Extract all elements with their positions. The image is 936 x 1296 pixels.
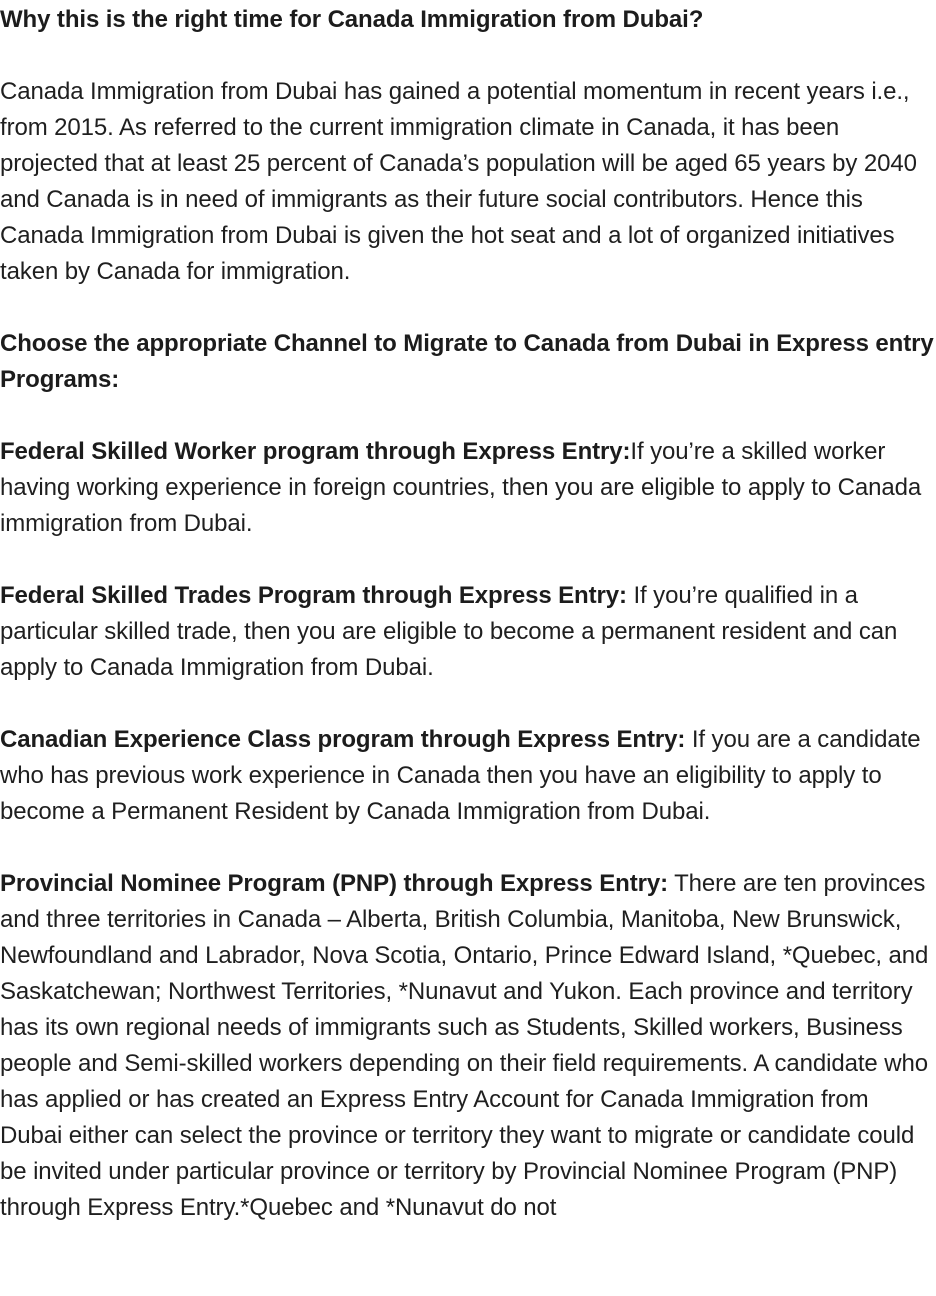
program-paragraph-fst (0, 578, 936, 686)
program-title: Provincial Nominee Program (PNP) through Express Entry: (0, 870, 668, 897)
program-paragraph-pnp (0, 866, 936, 1226)
program-description: If you are a candidate who has previous work experience in Canada then you have an eligibility to apply to become a Permanent Resident by Canada Immigration from Dubai. (0, 726, 921, 825)
program-title: Federal Skilled Trades Program through Express Entry: (0, 582, 627, 609)
program-paragraph-cec (0, 722, 936, 830)
program-title: Canadian Experience Class program through Express Entry: (0, 726, 686, 753)
intro-paragraph: Canada Immigration from Dubai has gained a potential momentum in recent years i.e., from 2015. As referred to the current immigration climate in Canada, it has been projected that at least 25 percent of Canada’s population will be aged 65 years by 2040 and Canada is in need of immigrants as their future social contributors. Hence this Canada Immigration from Dubai is given the hot seat and a lot of organized initiatives taken by Canada for immigration. (0, 78, 917, 285)
program-title: Federal Skilled Worker program through Express Entry: (0, 438, 631, 465)
program-description: There are ten provinces and three territories in Canada – Alberta, British Columbia, Manitoba, New Brunswick, Newfoundland and Labrador, Nova Scotia, Ontario, Prince Edward Island, *Quebec, and Saskatchewan; Northwest Territories, *Nunavut and Yukon. Each province and territory has its own regional needs of immigrants such as Students, Skilled workers, Business people and Semi-skilled workers depending on their field requirements. A candidate who has applied or has created an Express Entry Account for Canada Immigration from Dubai either can select the province or territory they want to migrate or candidate could be invited under particular province or territory by Provincial Nominee Program (PNP) through Express Entry.*Quebec and *Nunavut do not (0, 870, 929, 1221)
section-heading: Choose the appropriate Channel to Migrate to Canada from Dubai in Express entry Programs: (0, 330, 934, 393)
program-paragraph-fsw (0, 434, 936, 542)
program-description: If you’re a skilled worker having working experience in foreign countries, then you are eligible to apply to Canada immigration from Dubai. (0, 438, 922, 537)
section-heading: Why this is the right time for Canada Immigration from Dubai? (0, 6, 704, 33)
program-description: If you’re qualified in a particular skilled trade, then you are eligible to become a permanent resident and can apply to Canada Immigration from Dubai. (0, 582, 898, 681)
